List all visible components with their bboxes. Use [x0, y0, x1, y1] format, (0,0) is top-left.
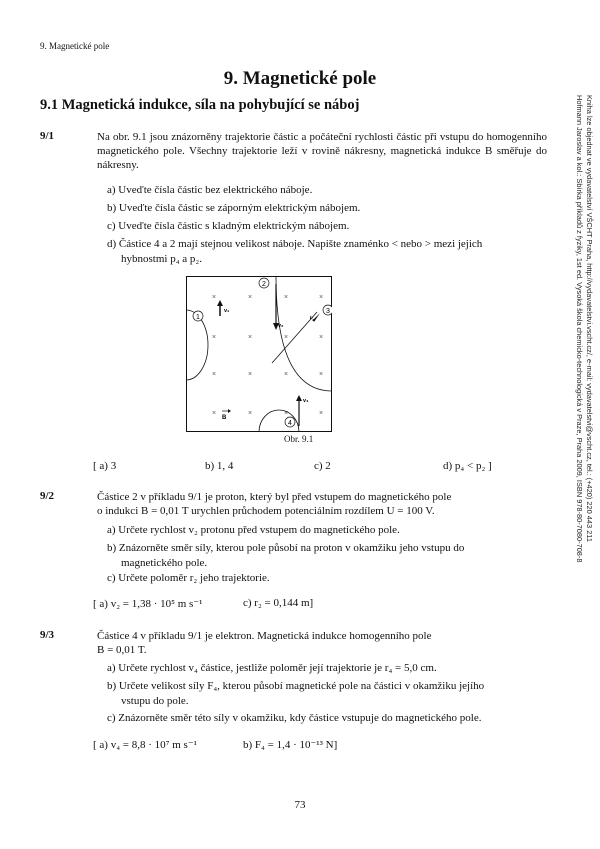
answer: b) F₄ = 1,4 · 10⁻¹³ N]: [243, 739, 338, 751]
side-note: [568, 95, 598, 605]
section-title: 9.1 Magnetická indukce, síla na pohybující se náboj: [40, 97, 360, 113]
answer: c) r₂ = 0,144 m]: [243, 597, 314, 609]
particle-3-label: 3: [326, 308, 330, 315]
label-v3: v₃: [307, 314, 316, 323]
answer: b) 1, 4: [205, 460, 234, 472]
problem-text: Na obr. 9.1 jsou znázorněny trajektorie částic a počáteční rychlosti částic při vstupu do homogenního magnetického pole. Všechny trajektorie leží v rovině nákresny, magnetická indukce B směřuje do nákresny.: [97, 131, 547, 171]
field-cross: ×: [211, 371, 217, 378]
field-cross: ×: [318, 294, 324, 301]
problem-item: magnetického pole.: [121, 557, 208, 569]
problem-item: a) Určete rychlost v₂ protonu před vstupem do magnetického pole.: [107, 524, 400, 536]
answer: [ a) v₂ = 1,38 · 10⁵ m s⁻¹: [93, 598, 203, 610]
figure-caption: Obr. 9.1: [284, 434, 314, 444]
problem-item: c) Určete poloměr r₂ jeho trajektorie.: [107, 572, 270, 584]
label-b: B: [222, 415, 227, 421]
answer: [ a) 3: [93, 460, 117, 472]
problem-item: c) Znázorněte směr této síly v okamžiku, kdy částice vstupuje do magnetického pole.: [107, 712, 482, 724]
field-cross: ×: [211, 410, 217, 417]
particle-1-label: 1: [196, 314, 200, 321]
page-number: 73: [294, 799, 306, 811]
field-cross: ×: [318, 334, 324, 341]
problem-item: b) Určete velikost síly F₄, kterou působí magnetické pole na částici v okamžiku jejího: [107, 680, 485, 692]
label-v2: v₂: [278, 323, 284, 329]
field-cross: ×: [247, 371, 253, 378]
side-note-line1: Hofmann Jaroslav a kol.: Sbírka příkladů z fyziky, 1st ed. Vysoká škola chemicko-technologická v Praze, Praha 2009, ISBN 978-80-7080-708-8: [575, 95, 584, 563]
chapter-title: 9. Magnetické pole: [223, 68, 377, 89]
particle-2-label: 2: [262, 281, 266, 288]
label-v1: v₁: [224, 308, 230, 314]
field-cross: ×: [283, 371, 289, 378]
problem-item: hybnostmi p₄ a p₂.: [121, 253, 203, 265]
problem-item: vstupu do pole.: [121, 695, 189, 707]
problem-item: b) Znázorněte směr síly, kterou pole působí na proton v okamžiku jeho vstupu do: [107, 542, 465, 554]
figure-magnetic-field: [186, 276, 332, 433]
side-note-line2: Kniha lze objednat ve vydavatelství VŠCHT Praha, http://vydavatelstvi.vscht.cz/, e-mail: vydavatelstvi@vscht.cz, tel.: (+420) 220 443 211: [585, 95, 594, 542]
problem-text: o indukci B = 0,01 T urychlen průchodem potenciálním rozdílem U = 100 V.: [97, 505, 435, 517]
problem-text: Částice 4 v příkladu 9/1 je elektron. Magnetická indukce homogenního pole: [97, 630, 432, 642]
field-cross: ×: [318, 410, 324, 417]
field-cross: ×: [247, 334, 253, 341]
problem-item: a) Uveďte čísla částic bez elektrického náboje.: [107, 184, 313, 196]
running-head: 9. Magnetické pole: [40, 41, 110, 51]
problem-number: 9/1: [40, 130, 55, 142]
field-cross: ×: [318, 371, 324, 378]
problem-item: b) Uveďte čísla částic se záporným elektrickým nábojem.: [107, 202, 361, 214]
problem-number: 9/3: [40, 629, 55, 641]
problem-item: a) Určete rychlost v₄ částice, jestliže poloměr její trajektorie je r₄ = 5,0 cm.: [107, 662, 437, 674]
answer: [ a) v₄ = 8,8 · 10⁷ m s⁻¹: [93, 739, 197, 751]
particle-4-label: 4: [288, 420, 292, 427]
problem-item: c) Uveďte čísla částic s kladným elektrickým nábojem.: [107, 220, 350, 232]
answer: d) p₄ < p₂ ]: [443, 460, 492, 472]
problem-number: 9/2: [40, 490, 55, 502]
problem-text: Částice 2 v příkladu 9/1 je proton, který byl před vstupem do magnetického pole: [97, 491, 452, 503]
field-cross: ×: [211, 294, 217, 301]
label-v4: v₄: [303, 398, 309, 404]
problem-item: d) Částice 4 a 2 mají stejnou velikost náboje. Napište znaménko < nebo > mezi jejich: [107, 238, 483, 250]
answer: c) 2: [314, 460, 331, 472]
field-cross: ×: [283, 294, 289, 301]
field-cross: ×: [211, 334, 217, 341]
field-cross: ×: [247, 410, 253, 417]
field-cross: ×: [283, 410, 289, 417]
field-cross: ×: [247, 294, 253, 301]
problem-text: B = 0,01 T.: [97, 644, 147, 656]
field-cross: ×: [283, 334, 289, 341]
